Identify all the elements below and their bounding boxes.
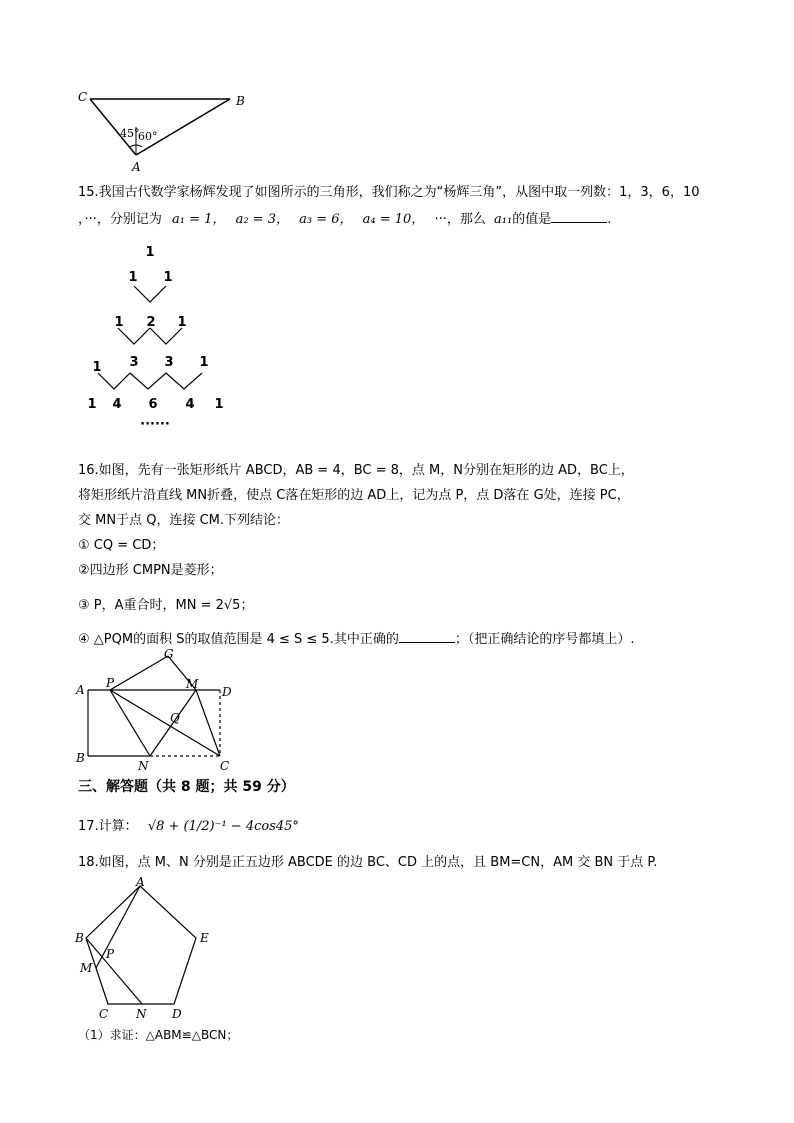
label-c: C (220, 759, 230, 773)
q18-part1: （1）求证：△ABM≌△BCN； (78, 1028, 239, 1042)
pascal-r2-1: 1 (163, 270, 173, 285)
label-q: Q (170, 711, 180, 725)
q15-a2: a₂ = 3， (235, 212, 289, 227)
q15-line1: 15.我国古代数学家杨辉发现了如图所示的三角形，我们称之为“杨辉三角”，从图中取一列数：1，3，6，10 (78, 185, 700, 200)
q17-label: 17.计算： (78, 819, 138, 834)
figure-pascal-triangle (78, 238, 248, 433)
label-e: E (200, 931, 209, 945)
q16-item2: ②四边形 CMPN是菱形； (78, 563, 223, 578)
label-n: N (136, 1007, 147, 1020)
label-a: A (136, 875, 145, 889)
q17-line (78, 818, 299, 836)
label-p: P (106, 947, 115, 961)
q16-item1: ① CQ = CD； (78, 538, 165, 553)
label-d: D (172, 1007, 182, 1020)
q15-text-c: 的值是 (512, 212, 552, 227)
q18-text: 18.如图，点 M、N 分别是正五边形 ABCDE 的边 BC、CD 上的点，且 BM=CN，AM 交 BN 于点 P. (78, 855, 658, 870)
q15-a11: a₁₁ (494, 212, 513, 227)
q15-end: . (607, 212, 612, 227)
q15-line2 (78, 209, 611, 229)
pascal-r3-1: 2 (146, 315, 156, 330)
label-n: N (138, 759, 149, 773)
q15-text-a: ，···，分别记为 (78, 212, 162, 227)
label-a: A (76, 683, 85, 697)
label-a: A (132, 160, 141, 174)
angle-45: 45° (120, 127, 140, 140)
label-m: M (186, 677, 199, 691)
figure-triangle-abc (70, 85, 260, 175)
q17-expression: √8 + (1/2)⁻¹ − 4cos45° (147, 819, 299, 834)
q15-a3: a₃ = 6， (299, 212, 353, 227)
q16-item3: ③ P，A重合时，MN = 2√5； (78, 598, 254, 613)
pascal-r2-0: 1 (128, 270, 138, 285)
q16-item4-tail: ；（把正确结论的序号都填上）. (454, 632, 635, 647)
label-d: D (222, 685, 232, 699)
figure-folded-rectangle (72, 646, 242, 774)
label-m: M (80, 961, 93, 975)
pascal-r1-0: 1 (145, 245, 155, 260)
figure-pentagon (72, 874, 222, 1020)
pascal-r5-4: 1 (214, 397, 224, 412)
label-b: B (75, 931, 84, 945)
pascal-r4-1: 3 (129, 355, 139, 370)
answer-blank-15[interactable] (551, 209, 607, 223)
pascal-r5-3: 4 (185, 397, 195, 412)
pascal-r3-2: 1 (177, 315, 187, 330)
label-g: G (164, 647, 174, 661)
q16-line1: 16.如图，先有一张矩形纸片 ABCD，AB = 4，BC = 8，点 M，N分别在矩形的边 AD，BC上， (78, 463, 634, 478)
pascal-r5-1: 4 (112, 397, 122, 412)
pascal-r5-2: 6 (148, 397, 158, 412)
pascal-r5-0: 1 (87, 397, 97, 412)
section-heading: 三、解答题（共 8 题；共 59 分） (78, 779, 295, 795)
answer-blank-16[interactable] (399, 629, 455, 643)
pascal-r3-0: 1 (114, 315, 124, 330)
q15-a4: a₄ = 10， (362, 212, 425, 227)
label-b: B (236, 94, 245, 108)
pascal-r4-2: 3 (164, 355, 174, 370)
q16-item4-text: ④ △PQM的面积 S的取值范围是 4 ≤ S ≤ 5.其中正确的 (78, 632, 399, 647)
label-p: P (106, 676, 115, 690)
pascal-r4-3: 1 (199, 355, 209, 370)
label-c: C (99, 1007, 109, 1020)
label-c: C (78, 90, 88, 104)
q15-a1: a₁ = 1， (172, 212, 226, 227)
q16-line2: 将矩形纸片沿直线 MN折叠，使点 C落在矩形的边 AD上，记为点 P，点 D落在 G处，连接 PC， (78, 488, 630, 503)
q16-line3: 交 MN于点 Q，连接 CM.下列结论： (78, 513, 289, 528)
pascal-dots: ······ (140, 417, 170, 432)
angle-60: 60° (138, 130, 158, 143)
q15-text-b: ···，那么 (434, 212, 486, 227)
label-b: B (76, 751, 85, 765)
pascal-r4-0: 1 (92, 360, 102, 375)
